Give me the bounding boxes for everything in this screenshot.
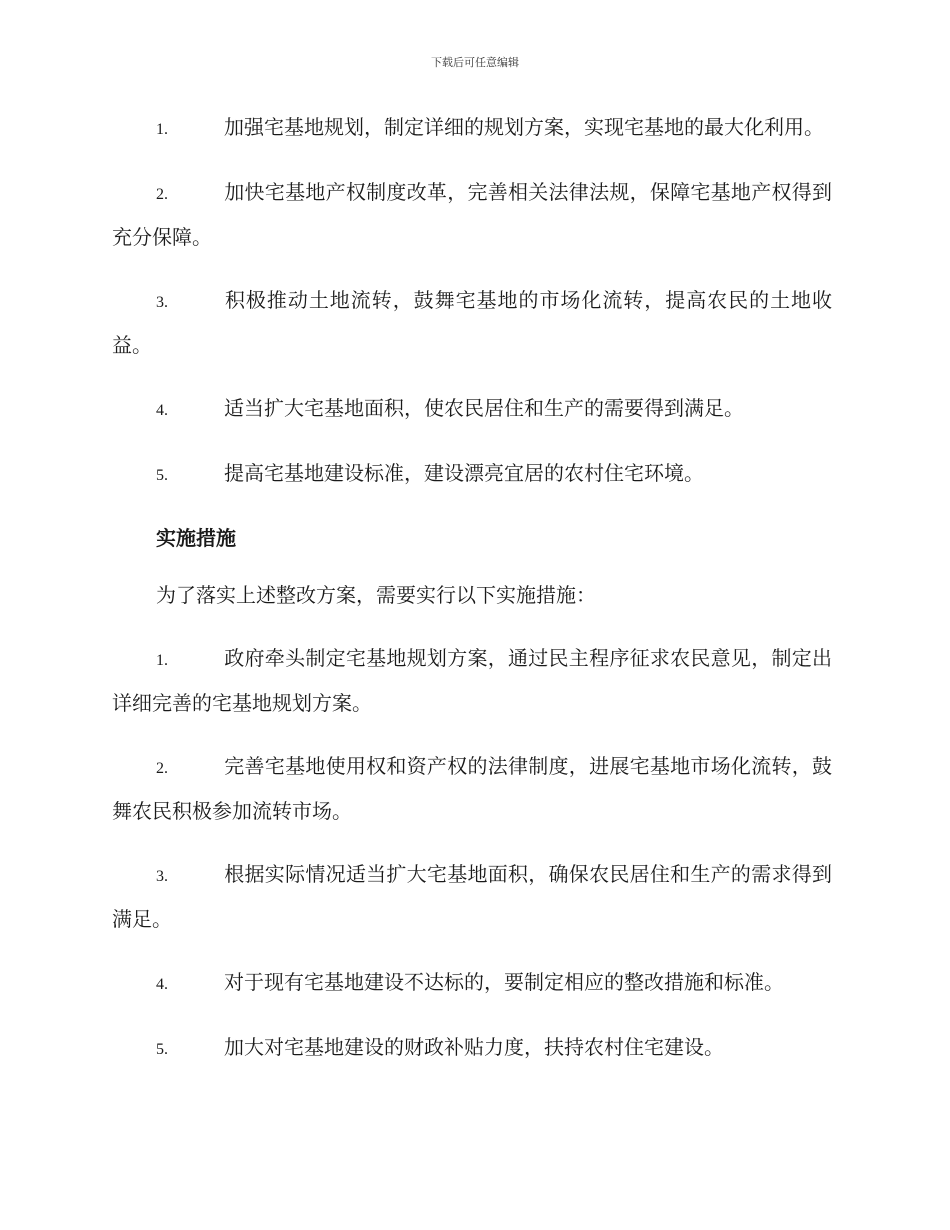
list-text: 对于现有宅基地建设不达标的，要制定相应的整改措施和标准。 bbox=[224, 970, 784, 994]
list-number: 2. bbox=[156, 760, 168, 777]
list-text: 根据实际情况适当扩大宅基地面积，确保农民居住和生产的需求得到满足。 bbox=[112, 862, 832, 931]
list-text: 积极推动土地流转，鼓舞宅基地的市场化流转，提高农民的土地收益。 bbox=[112, 288, 832, 357]
list-number: 1. bbox=[156, 121, 168, 138]
list-text: 加快宅基地产权制度改革，完善相关法律法规，保障宅基地产权得到充分保障。 bbox=[112, 180, 832, 249]
list-number: 3. bbox=[156, 868, 168, 885]
page-header: 下载后可任意编辑 bbox=[431, 56, 519, 69]
list-number: 5. bbox=[156, 467, 168, 484]
list-number: 5. bbox=[156, 1041, 168, 1058]
list-item bbox=[112, 452, 832, 497]
list-number: 2. bbox=[156, 186, 168, 203]
goals-list bbox=[112, 106, 832, 497]
list-item bbox=[112, 745, 832, 833]
list-text: 适当扩大宅基地面积，使农民居住和生产的需要得到满足。 bbox=[224, 396, 744, 420]
document-body bbox=[112, 106, 832, 1091]
list-item bbox=[112, 1026, 832, 1071]
list-item bbox=[112, 279, 832, 367]
list-item bbox=[112, 171, 832, 259]
list-number: 1. bbox=[156, 652, 168, 669]
measures-list bbox=[112, 637, 832, 1071]
list-text: 政府牵头制定宅基地规划方案，通过民主程序征求农民意见，制定出详细完善的宅基地规划方案。 bbox=[112, 646, 832, 715]
list-text: 提高宅基地建设标准，建设漂亮宜居的农村住宅环境。 bbox=[224, 461, 704, 485]
list-item bbox=[112, 106, 832, 151]
list-item bbox=[112, 387, 832, 432]
list-number: 4. bbox=[156, 976, 168, 993]
list-text: 完善宅基地使用权和资产权的法律制度，进展宅基地市场化流转，鼓舞农民积极参加流转市场。 bbox=[112, 754, 832, 823]
list-item bbox=[112, 961, 832, 1006]
list-item bbox=[112, 637, 832, 725]
list-number: 3. bbox=[156, 294, 168, 311]
list-number: 4. bbox=[156, 402, 168, 419]
list-item bbox=[112, 853, 832, 941]
list-text: 加大对宅基地建设的财政补贴力度，扶持农村住宅建设。 bbox=[224, 1035, 724, 1059]
section-heading: 实施措施 bbox=[156, 526, 236, 550]
section-intro: 为了落实上述整改方案，需要实行以下实施措施： bbox=[156, 583, 596, 607]
list-text: 加强宅基地规划，制定详细的规划方案，实现宅基地的最大化利用。 bbox=[224, 115, 824, 139]
